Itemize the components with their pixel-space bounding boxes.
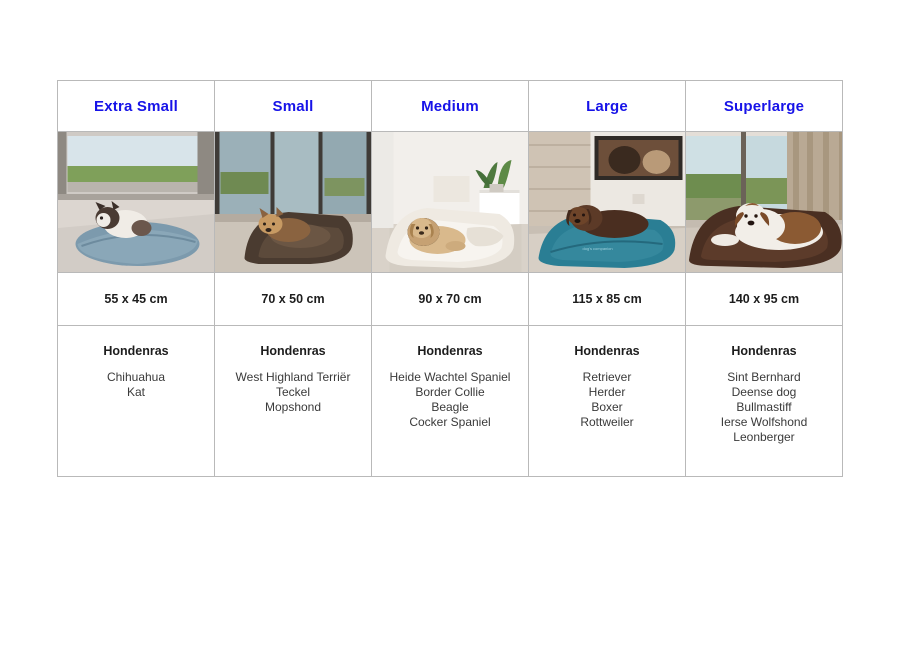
dog-bed-superlarge-photo [686, 132, 842, 272]
list-item: Sint Bernhard [727, 370, 801, 384]
column-title: Superlarge [723, 97, 805, 115]
breed-cell-superlarge [686, 326, 843, 477]
dimension-label: 90 x 70 cm [418, 292, 482, 306]
breed-heading: Hondenras [260, 344, 326, 358]
table-breed-row [58, 326, 843, 477]
breed-heading: Hondenras [731, 344, 797, 358]
breed-list [529, 370, 685, 430]
column-title: Small [272, 97, 314, 115]
list-item: Herder [588, 385, 626, 399]
list-item: Heide Wachtel Spaniel [389, 370, 511, 384]
breed-heading: Hondenras [417, 344, 483, 358]
table-header-row [58, 81, 843, 132]
header-cell-large [529, 81, 686, 132]
image-cell-small [215, 132, 372, 273]
table-dimension-row [58, 273, 843, 326]
breed-list [215, 370, 371, 415]
breed-cell-large [529, 326, 686, 477]
column-title: Extra Small [94, 97, 178, 115]
list-item: Chihuahua [106, 370, 166, 384]
dog-bed-large-photo [529, 132, 685, 272]
image-cell-large [529, 132, 686, 273]
breed-heading: Hondenras [574, 344, 640, 358]
breed-cell-medium [372, 326, 529, 477]
column-title: Large [586, 97, 628, 115]
list-item: Ierse Wolfshond [720, 415, 808, 429]
svg-text:dog's companion: dog's companion [582, 246, 613, 251]
dimension-label: 115 x 85 cm [572, 292, 642, 306]
list-item: Leonberger [733, 430, 795, 444]
dimension-cell-small [215, 273, 372, 326]
dimension-cell-large [529, 273, 686, 326]
breed-list [372, 370, 528, 430]
table-image-row [58, 132, 843, 273]
breed-cell-extra-small [58, 326, 215, 477]
list-item: Bullmastiff [736, 400, 792, 414]
list-item: Boxer [591, 400, 623, 414]
breed-cell-small [215, 326, 372, 477]
list-item: Border Collie [415, 385, 485, 399]
dimension-cell-extra-small [58, 273, 215, 326]
breed-list [58, 370, 214, 400]
dimension-label: 70 x 50 cm [261, 292, 325, 306]
dog-bed-extra-small-photo [58, 132, 214, 272]
dimension-cell-medium [372, 273, 529, 326]
dog-bed-medium-photo [372, 132, 528, 272]
column-title: Medium [421, 97, 479, 115]
list-item: West Highland Terriër [235, 370, 351, 384]
image-cell-medium [372, 132, 529, 273]
list-item: Cocker Spaniel [409, 415, 491, 429]
header-cell-extra-small [58, 81, 215, 132]
list-item: Retriever [582, 370, 632, 384]
list-item: Mopshond [264, 400, 322, 414]
dimension-label: 55 x 45 cm [104, 292, 168, 306]
list-item: Kat [126, 385, 145, 399]
image-cell-extra-small [58, 132, 215, 273]
list-item: Deense dog [731, 385, 797, 399]
list-item: Teckel [275, 385, 310, 399]
dog-bed-small-photo [215, 132, 371, 272]
dog-bed-size-table [57, 80, 843, 477]
list-item: Rottweiler [580, 415, 634, 429]
header-cell-small [215, 81, 372, 132]
header-cell-superlarge [686, 81, 843, 132]
breed-heading: Hondenras [103, 344, 169, 358]
image-cell-superlarge [686, 132, 843, 273]
dimension-label: 140 x 95 cm [728, 292, 800, 306]
list-item: Beagle [431, 400, 469, 414]
header-cell-medium [372, 81, 529, 132]
dimension-cell-superlarge [686, 273, 843, 326]
breed-list [686, 370, 842, 445]
